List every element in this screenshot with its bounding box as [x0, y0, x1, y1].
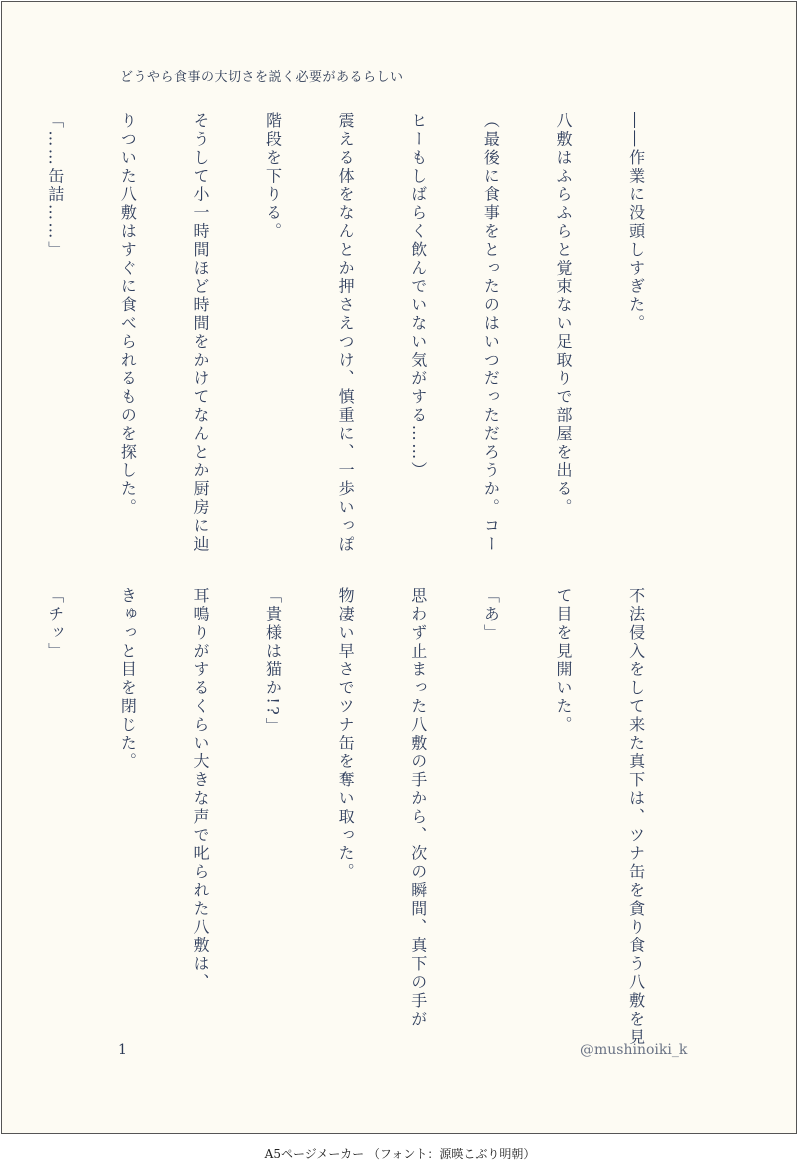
text-line: りついた八敷はすぐに食べられるものを探した。: [118, 112, 138, 517]
text-line: 物凄い早さでツナ缶を奪い取った。: [336, 587, 356, 882]
text-line: ――作業に没頭しすぎた。: [626, 112, 646, 333]
author-handle: @mushinoiki_k: [580, 1042, 688, 1058]
footer-caption: A5ページメーカー （フォント：源暎こぶり明朝）: [264, 1147, 536, 1161]
text-line: そうして小一時間ほど時間をかけてなんとか厨房に辿: [190, 112, 210, 554]
text-line: ヒーもしばらく飲んでいない気がする……）: [408, 112, 428, 480]
text-line: 「貴様は猫か!?」: [263, 587, 283, 736]
text-column-top: [45, 112, 696, 554]
text-line: 不法侵入をして来た真下は、ツナ缶を貪り食う八敷を見: [626, 587, 646, 1047]
book-page: [1, 1, 797, 1134]
text-line: 「あ」: [481, 587, 501, 643]
text-line: 「チッ」: [45, 587, 65, 661]
text-line: 思わず止まった八敷の手から、次の瞬間、真下の手が: [408, 587, 428, 1029]
page-number: 1: [118, 1042, 127, 1058]
running-title: どうやら食事の大切さを説く必要があるらしい: [120, 70, 404, 85]
text-line: （最後に食事をとったのはいつだっただろうか。コー: [481, 112, 501, 554]
text-line: 震える体をなんとか押さえつけ、慎重に、一歩いっぽ: [336, 112, 356, 554]
text-line: 階段を下りる。: [263, 112, 283, 241]
text-line: て目を見開いた。: [553, 587, 573, 735]
text-column-bottom: [45, 587, 696, 1047]
text-line: きゅっと目を閉じた。: [118, 587, 138, 771]
text-line: 「……缶詰……」: [45, 112, 65, 260]
text-line: 耳鳴りがするくらい大きな声で叱られた八敷は、: [190, 587, 210, 992]
text-line: 八敷はふらふらと覚束ない足取りで部屋を出る。: [553, 112, 573, 517]
